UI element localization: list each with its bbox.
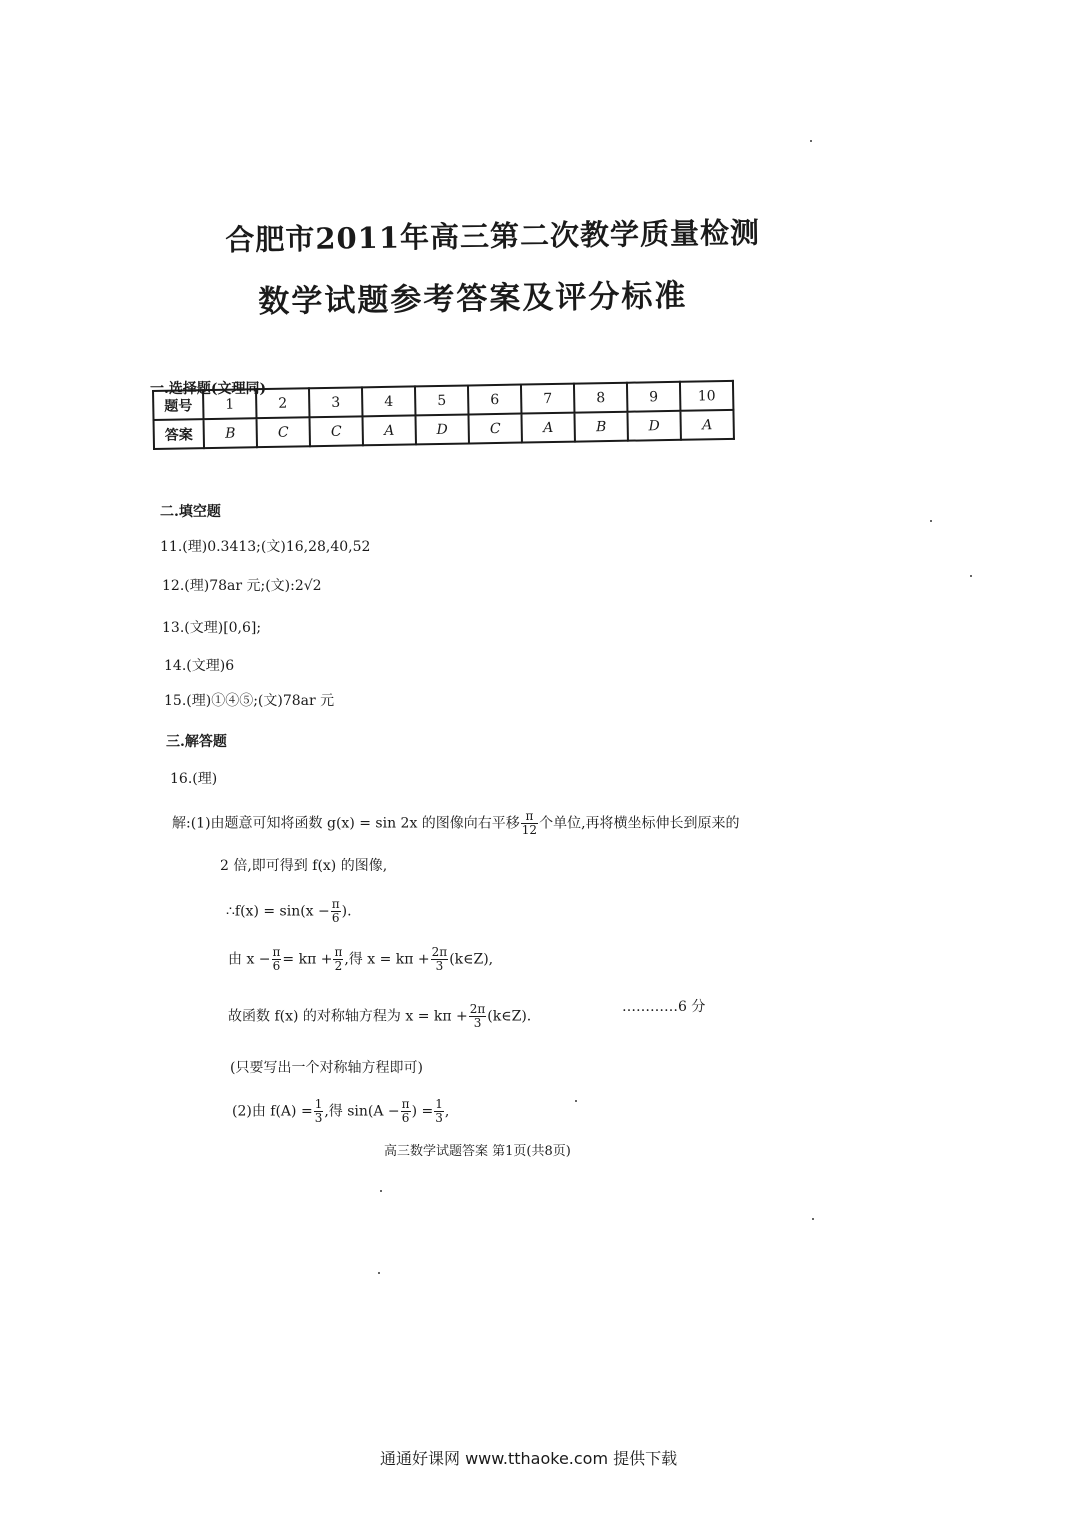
answer-line: 11.(理)0.3413;(文)16,28,40,52 [160, 539, 371, 555]
table-cell: A [362, 415, 415, 445]
table-cell: 8 [574, 383, 627, 413]
table-cell: B [204, 418, 257, 448]
answer-line: 14.(文理)6 [164, 658, 235, 674]
table-cell: 6 [468, 385, 521, 415]
table-cell: 7 [521, 384, 574, 414]
scan-speck [812, 1218, 814, 1220]
section2-heading: 二.填空题 [160, 504, 221, 520]
table-cell: 10 [680, 381, 733, 411]
scan-speck [575, 1100, 577, 1102]
table-cell: 9 [627, 382, 680, 412]
solution-line: ∴f(x) = sin(x − $\frac{\pi}{6}$ ). [226, 897, 352, 925]
section1-heading: 一.选择题(文理同) [150, 381, 267, 397]
answer-line: 12.(理)78ar 元;(文):2√2 [162, 578, 322, 594]
document-subtitle: 数学试题参考答案及评分标准 [258, 278, 688, 320]
table-cell: D [415, 414, 468, 444]
answer-table [152, 380, 735, 450]
solution-line: 由 x − $\frac{\pi}{6}$ = kπ + $\frac{\pi}{2}$ ,得 x = kπ + $\frac{2\pi}{3}$ (k∈Z), [228, 945, 494, 973]
scan-speck [930, 520, 932, 522]
download-watermark: 通通好课网 www.tthaoke.com 提供下载 [380, 1449, 678, 1468]
scan-speck [810, 140, 812, 142]
solution-line: (2)由 f(A) = $\frac{1}{3}$ ,得 sin(A − $\frac{\pi}{6}$ ) = $\frac{1}{3}$ , [232, 1097, 450, 1125]
table-cell: A [680, 410, 733, 440]
score-marker: …………6 分 [622, 999, 706, 1015]
table-cell: 2 [256, 388, 309, 418]
document-title: 合肥市2011年高三第二次教学质量检测 [225, 215, 761, 257]
table-cell: 1 [203, 389, 256, 419]
table-cell-label: 题号 [153, 390, 203, 420]
table-cell: C [257, 417, 310, 447]
table-cell: 5 [415, 385, 468, 415]
table-cell: A [521, 413, 574, 443]
table-cell-label: 答案 [154, 419, 204, 449]
table-cell: C [309, 416, 362, 446]
solution-line: 2 倍,即可得到 f(x) 的图像, [220, 858, 388, 874]
section3-heading: 三.解答题 [166, 734, 227, 750]
answer-line: 15.(理)①④⑤;(文)78ar 元 [164, 693, 335, 709]
answer-line: 13.(文理)[0,6]; [162, 620, 262, 636]
table-cell: B [574, 412, 627, 442]
solution-line: 故函数 f(x) 的对称轴方程为 x = kπ + $\frac{2\pi}{3}$ (k∈Z). [228, 1002, 532, 1030]
solution-note: (只要写出一个对称轴方程即可) [230, 1060, 423, 1076]
solution-line: 解:(1)由题意可知将函数 g(x) = sin 2x 的图像向右平移 $\frac{\pi}{12}$ 个单位,再将横坐标伸长到原来的 [172, 809, 740, 837]
scan-speck [378, 1272, 380, 1274]
table-cell: 3 [309, 387, 362, 417]
scan-speck [380, 1190, 382, 1192]
table-cell: C [468, 414, 521, 444]
question-label: 16.(理) [170, 771, 218, 787]
page-footer: 高三数学试题答案 第1页(共8页) [384, 1144, 571, 1159]
table-cell: 4 [362, 386, 415, 416]
table-cell: D [627, 411, 680, 441]
scan-speck [970, 575, 972, 577]
